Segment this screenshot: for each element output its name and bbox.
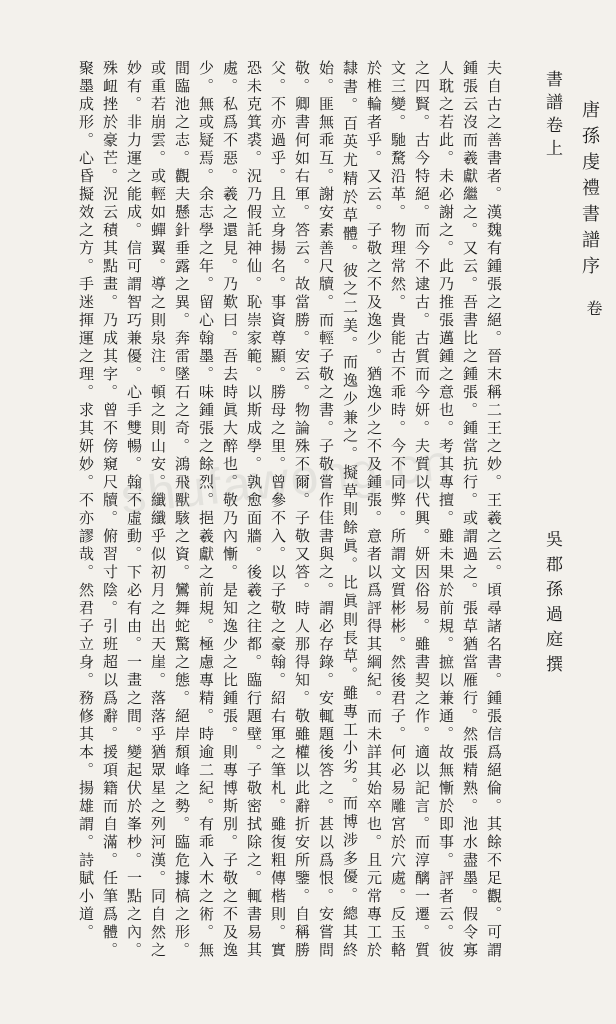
body-paragraph: 夫自古之善書者。漢魏有鍾張之絕。晉末稱二王之妙。王羲之云。頃尋諸名書。鍾張信爲絕倫。其餘不足觀。可謂鍾張云沒而羲獻繼之。又云。吾書比之鍾張。鍾當抗行。或謂過之。張草猶當雁行。然張精熟。池水盡墨。假令寡人耽之若此。未必謝之。此乃推張邁鍾之意也。考其專擅。雖未果於前規。摭以兼通。故無慚於即事。評者云。彼之四賢。古今特絕。而今不逮古。古質而今妍。夫質以代興。妍因俗易。雖書契之作。適以記言。而淳醨一遷。質文三變。馳騖沿革。物理常然。貴能古不乖時。今不同弊。所謂文質彬彬。然後君子。何必易雕宮於穴處。反玉輅於椎輪者乎。又云。子敬之不及逸少。猶逸少之不及鍾張。意者以爲評得其綱紀。而未詳其始卒也。且元常專工於隸書。百英尤精於草體。彼之二美。而逸少兼之。擬草則餘眞。比眞則長草。雖專工小劣。而博涉多優。總其終始。匪無乖互。謝安素善尺牘。而輕子敬之書。子敬嘗作佳書與之。謂必存錄。安輒題後答之。甚以爲恨。安嘗問敬。卿書何如右軍。答云。故當勝。安云。物論殊不爾。子敬又答。時人那得知。敬雖權以此辭折安所鑒。自稱勝父。不亦過乎。且立身揚名。事資尊顯。勝母之里。曾參不入。以子敬之豪翰。紹右軍之筆札。雖復粗傳楷則。實恐未克箕裘。況乃假託神仙。恥崇家範。以斯成學。孰愈面牆。後羲之往都。臨行題壁。子敬密拭除之。輒書易其處。私爲不惡。羲之還見。乃歎曰。吾去時眞大醉也。敬乃內慚。是知逸少之比鍾張。則專博斯別。子敬之不及逸少。無或疑焉。余志學之年。留心翰墨。味鍾張之餘烈。挹羲獻之前規。極慮專精。時逾二紀。有乖入木之術。無間臨池之志。觀夫懸針垂露之異。奔雷墜石之奇。鴻飛獸駭之資。鸞舞蛇驚之態。絕岸頹峰之勢。臨危據槁之形。或重若崩雲。或輕如蟬翼。導之則泉注。頓之則山安。纖纖乎似初月之出天崖。落落乎猶眾星之列河漢。同自然之妙有。非力運之能成。信可謂智巧兼優。心手雙暢。翰不虛動。下必有由。一畫之間。變起伏於峯杪。一點之內。殊衄挫於豪芒。況云積其點畫。乃成其字。曾不傍窺尺牘。俯習寸陰。引班超以爲辭。援項籍而自滿。任筆爲體。聚墨成形。心昏擬效之方。手迷揮運之理。求其妍妙。不亦謬哉。然君子立身。務修其本。揚雄謂。詩賦小道。 [77,60,503,960]
volume-heading: 書譜卷上 [542,70,562,162]
title-note: 卷 [584,300,603,316]
author-line: 吳郡孫過庭撰 [542,530,562,680]
watermark: shufawong.cn [117,433,455,525]
page-title: 唐孫虔禮書譜序 [579,100,600,282]
